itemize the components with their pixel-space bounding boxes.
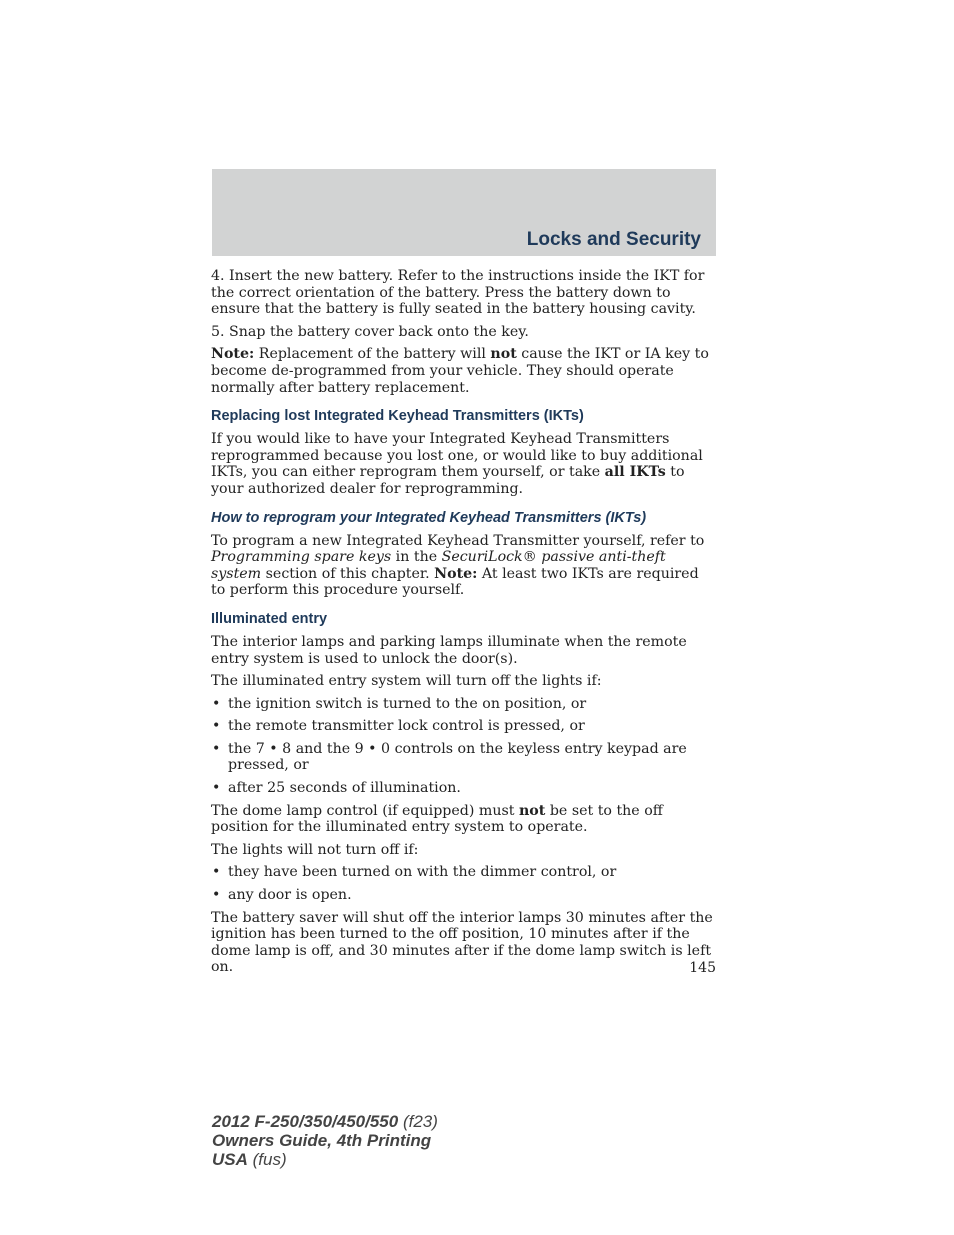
replacing-text-a: If you would like to have your Integrated Keyhead Transmitters reprogrammed because you lost one, or would like to buy additional IKTs, you can either reprogram them yourself, or take xyxy=(211,431,703,481)
replacing-emphasis: all IKTs xyxy=(604,464,666,481)
list-stay-on-conditions xyxy=(211,864,717,903)
footer-market-code: (fus) xyxy=(247,1150,287,1169)
footer-line-3 xyxy=(212,1150,438,1169)
howto-note-label: Note: xyxy=(434,565,478,582)
paragraph-how-to xyxy=(211,533,717,599)
dome-emphasis: not xyxy=(518,802,546,819)
document-footer xyxy=(212,1112,438,1169)
paragraph-step-5: 5. Snap the battery cover back onto the key. xyxy=(211,323,529,340)
heading-how-to-reprogram: How to reprogram your Integrated Keyhead Transmitters (IKTs) xyxy=(211,509,647,526)
howto-ref-spare-keys: Programming spare keys xyxy=(211,549,392,566)
note-battery xyxy=(211,346,717,396)
footer-line-1 xyxy=(212,1112,438,1131)
paragraph-battery-saver: The battery saver will shut off the interior lamps 30 minutes after the ignition has been turned to the off position, 10 minutes after if the dome lamp is off, and 30 minutes after if the dome lamp switch is left on. xyxy=(211,909,713,976)
replacing-text-b: to your authorized dealer for reprogramming. xyxy=(211,464,685,497)
footer-line-2: Owners Guide, 4th Printing xyxy=(212,1131,432,1150)
note-emphasis: not xyxy=(490,346,517,363)
list-item: • the remote transmitter lock control is pressed, or xyxy=(211,718,717,735)
paragraph-dome-lamp xyxy=(211,803,717,836)
section-title: Locks and Security xyxy=(526,229,701,250)
section-header-band xyxy=(212,169,716,256)
howto-text-d: At least two IKTs are required to perform this procedure yourself. xyxy=(211,565,699,599)
note-text-a: Replacement of the battery will xyxy=(254,346,491,363)
footer-model: 2012 F-250/350/450/550 xyxy=(212,1112,399,1131)
howto-text-b: in the xyxy=(391,549,442,566)
howto-text-c: section of this chapter. xyxy=(261,565,435,582)
page-number: 145 xyxy=(689,960,716,976)
list-item: • the ignition switch is turned to the on position, or xyxy=(211,696,717,713)
howto-text-a: To program a new Integrated Keyhead Transmitter yourself, refer to xyxy=(211,532,705,549)
footer-model-code: (f23) xyxy=(398,1112,438,1131)
paragraph-illum-1: The interior lamps and parking lamps illuminate when the remote entry system is used to unlock the door(s). xyxy=(211,633,687,667)
footer-market: USA xyxy=(212,1150,248,1169)
list-item: • they have been turned on with the dimmer control, or xyxy=(211,864,717,881)
page-content xyxy=(211,268,717,982)
howto-ref-securilock: SecuriLock® passive anti-theft system xyxy=(211,549,666,582)
note-label: Note: xyxy=(211,346,255,363)
paragraph-step-4: 4. Insert the new battery. Refer to the instructions inside the IKT for the correct orientation of the battery. Press the battery down to ensure that the battery is fully seated in the battery housing cavity. xyxy=(211,268,705,318)
paragraph-not-off: The lights will not turn off if: xyxy=(211,841,419,858)
list-item: • any door is open. xyxy=(211,887,717,904)
heading-illuminated-entry: Illuminated entry xyxy=(211,610,328,627)
paragraph-replacing xyxy=(211,431,717,497)
heading-replacing-ikts: Replacing lost Integrated Keyhead Transmitters (IKTs) xyxy=(211,408,584,425)
note-text-b: cause the IKT or IA key to become de-programmed from your vehicle. They should operate normally after battery replacement. xyxy=(211,346,709,396)
paragraph-illum-2: The illuminated entry system will turn off the lights if: xyxy=(211,673,602,690)
list-turn-off-conditions xyxy=(211,696,717,797)
list-item: • the 7 • 8 and the 9 • 0 controls on the keyless entry keypad are pressed, or xyxy=(211,741,717,774)
list-item: • after 25 seconds of illumination. xyxy=(211,780,717,797)
dome-text-b: be set to the off position for the illuminated entry system to operate. xyxy=(211,802,663,836)
dome-text-a: The dome lamp control (if equipped) must xyxy=(211,802,519,819)
